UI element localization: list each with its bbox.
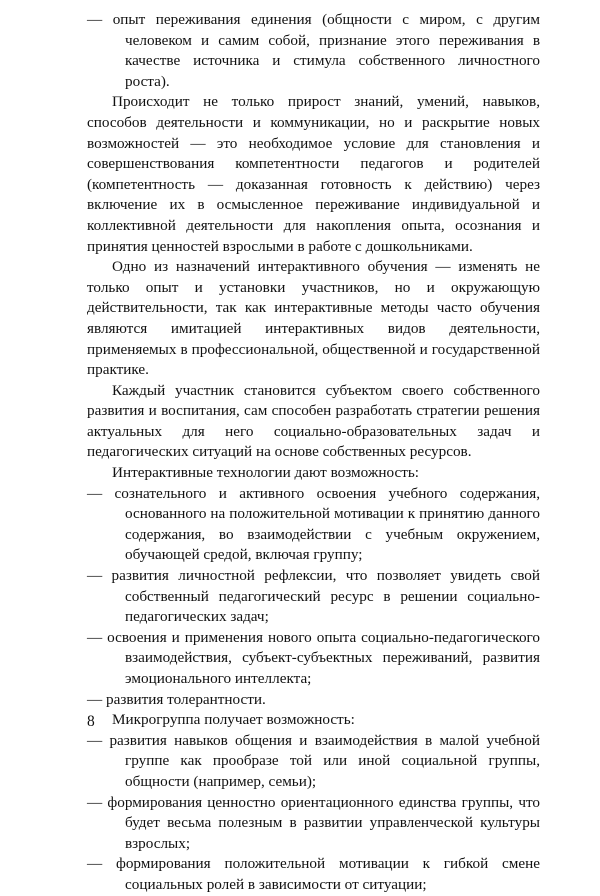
list-item: — освоения и применения нового опыта социально-педагогического взаимодействия, субъект-субъектных переживаний, развития эмоционального интеллекта; (87, 628, 540, 687)
tech-heading: Интерактивные технологии дают возможность: (112, 464, 419, 482)
list-item: — развития навыков общения и взаимодействия в малой учебной группе как прообразе той или иной социальной группы, общности (например, семьи); (87, 731, 540, 790)
paragraph-participant-subject: Каждый участник становится субъектом своего собственного развития и воспитания, сам способен разработать стратегии решения актуальных для него социально-образовательных задач и педагогических ситуаций на основе собственных ресурсов. (87, 381, 540, 461)
list-item: — развития личностной рефлексии, что позволяет увидеть свой собственный педагогический ресурс в решении социально-педагогических задач; (87, 567, 540, 626)
paragraph-interactive-purpose: Одно из назначений интерактивного обучения — изменять не только опыт и установки участников, но и окружающую действительности, так как интерактивные методы часто обучения являются имитацией интерактивных видов деятельности, применяемых в профессиональной, общественной и государственной практике. (87, 258, 540, 379)
list-item-unity-experience: — опыт переживания единения (общности с миром, с другим человеком и самим собой, признание этого переживания в качестве источника и стимула собственного личностного роста). (87, 11, 540, 90)
page-number: 8 (87, 713, 95, 730)
list-item: — формирования положительной мотивации к гибкой смене социальных ролей в зависимости от ситуации; (87, 855, 540, 893)
list-item: — формирования ценностно ориентационного единства группы, что будет весьма полезным в развитии управленческой культуры взрослых; (87, 793, 540, 852)
document-page (87, 10, 540, 896)
paragraph-knowledge-growth: Происходит не только прирост знаний, умений, навыков, способов деятельности и коммуникации, но и раскрытие новых возможностей — это необходимое условие для становления и совершенствования компетентности педагогов и родителей (компетентность — доказанная готовность к действию) через включение их в осмысленное переживание индивидуальной и коллективной деятельности для накопления опыта, осознания и принятия ценностей взрослыми в работе с дошкольниками. (87, 93, 540, 255)
list-item: — сознательного и активного освоения учебного содержания, основанного на положительной мотивации к принятию данного содержания, во взаимодействии с учебным окружением, обучающей средой, включая группу; (87, 484, 540, 564)
list-item: — развития толерантности. (87, 690, 266, 708)
microgroup-heading: Микрогруппа получает возможность: (112, 711, 355, 729)
